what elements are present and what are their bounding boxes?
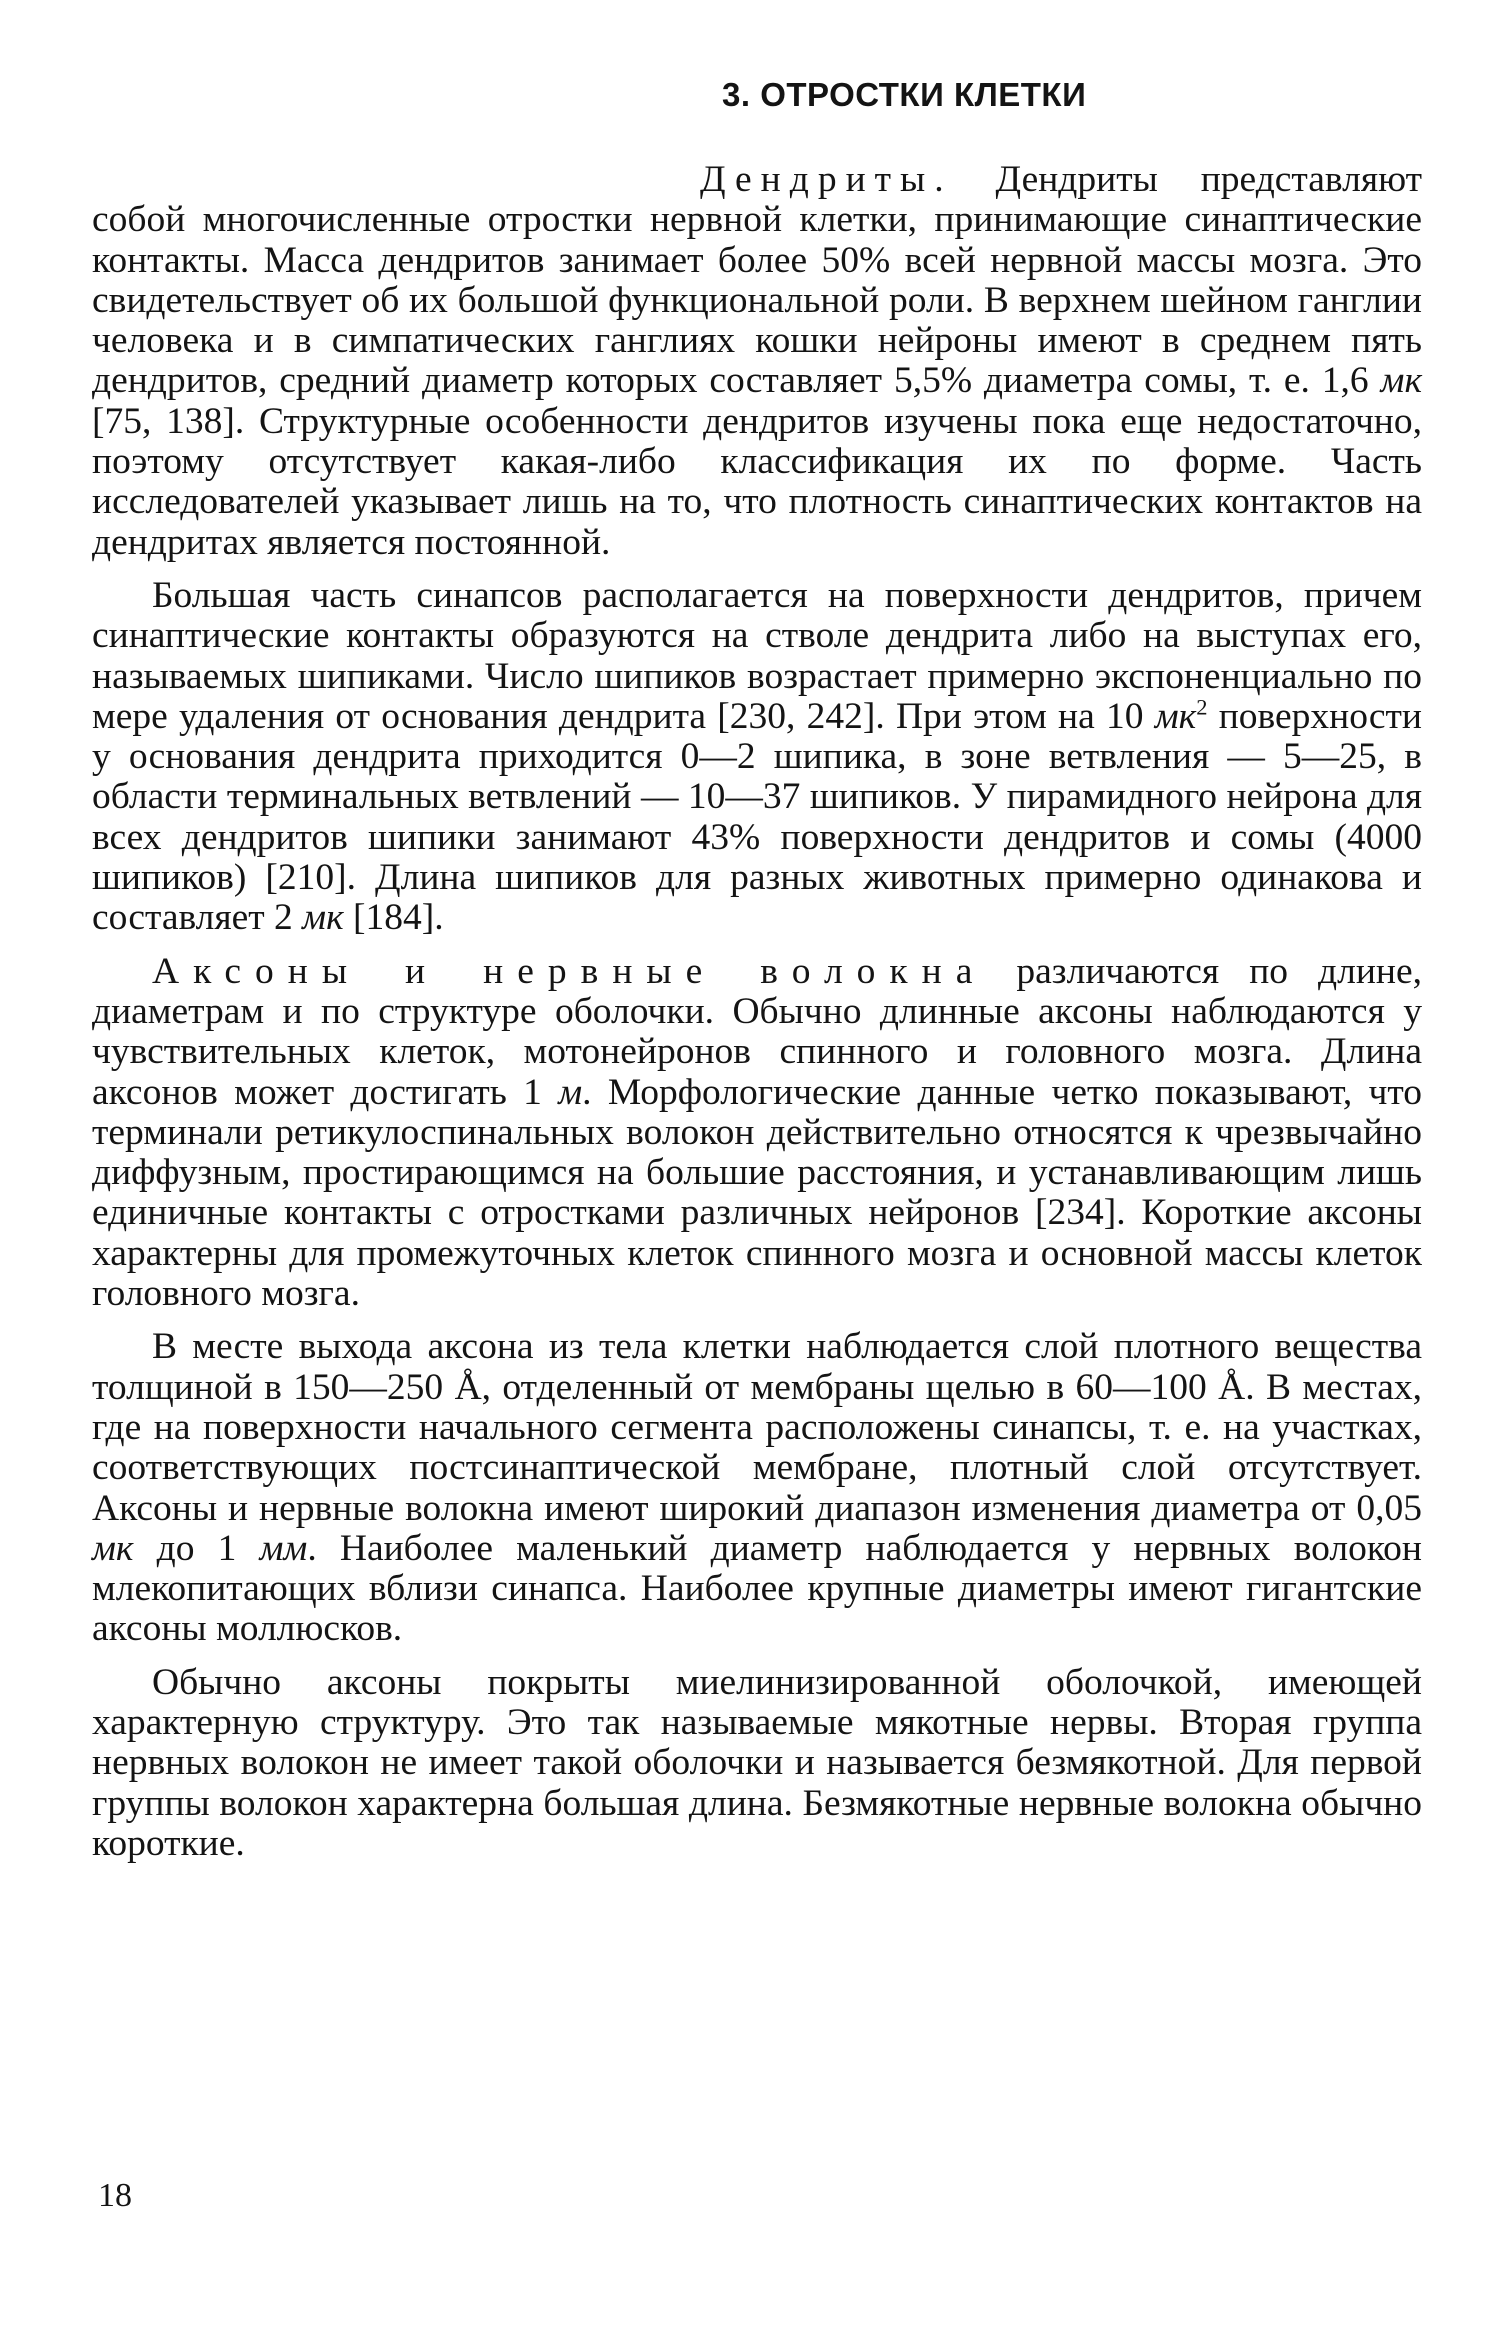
paragraph-text: поверхности у основания дендрита приходится 0—2 шипика, в зоне ветвления — 5—25, в области терминальных ветвлений — 10—37 шипиков. У пирамидного нейрона для всех дендритов шипики занимают 43% поверхности дендритов и сомы (4000 шипиков) [210]. Длина шипиков для разных животных примерно одинакова и составляет 2 [92,695,1422,939]
paragraph-text: [184]. [343,897,444,939]
paragraph-synapses [92,576,1422,939]
runin-title-dendrites: Дендриты. [700,159,953,200]
paragraph-myelin [92,1663,1422,1864]
paragraph-text: . Наиболее маленький диаметр наблюдается у нервных волокон млекопитающих вблизи синапса. Наиболее крупные диаметры имеют гигантские аксоны моллюсков. [92,1527,1422,1650]
paragraph-text: до 1 [133,1527,260,1569]
section-heading: 3. ОТРОСТКИ КЛЕТКИ [722,76,1087,113]
runin-title-axons: Аксоны и нервные волокна [152,950,987,992]
unit-label: мк [1154,695,1197,737]
unit-label: мк [1380,360,1422,402]
unit-label: мк [92,1527,134,1569]
unit-label: м [558,1071,583,1113]
page-number: 18 [98,2177,132,2214]
body-text [92,160,1422,1877]
paragraph-axon-hillock [92,1327,1422,1649]
paragraph-axons [92,952,1422,1315]
paragraph-text: различаются по длине, диаметрам и по структуре оболочки. Обычно длинные аксоны наблюдаются у чувствительных клеток, мотонейронов спинного и головного мозга. Длина аксонов может достигать 1 [92,950,1422,1113]
paragraph-text: Дендриты представляют собой многочисленные отростки нервной клетки, принимающие синаптические контакты. Масса дендритов занимает более 50% всей нервной массы мозга. Это свидетельствует об их большой функциональной роли. В верхнем шейном ганглии человека и в симпатических ганглиях кошки нейроны имеют в среднем пять дендритов, средний диаметр которых составляет 5,5% диаметра сомы, т. е. 1,6 [92,159,1422,402]
paragraph-text: В месте выхода аксона из тела клетки наблюдается слой плотного вещества толщиной в 150—250 Å, отделенный от мембраны щелью в 60—100 Å. В местах, где на поверхности начального сегмента расположены синапсы, т. е. на участках, соответствующих постсинаптической мембране, плотный слой отсутствует. Аксоны и нервные волокна имеют широкий диапазон изменения диаметра от 0,05 [92,1326,1422,1529]
paragraph-text: Обычно аксоны покрыты миелинизированной оболочкой, имеющей характерную структуру. Это так называемые мякотные нервы. Вторая группа нервных волокон не имеет такой оболочки и называется безмякотной. Для первой группы волокон характерна большая длина. Безмякотные нервные волокна обычно короткие. [92,1661,1422,1864]
paragraph-dendrites [92,160,1422,563]
paragraph-text: Большая часть синапсов располагается на поверхности дендритов, причем синаптические контакты образуются на стволе дендрита либо на выступах его, называемых шипиками. Число шипиков возрастает примерно экспоненциально по мере удаления от основания дендрита [230, 242]. При этом на 10 [92,574,1422,737]
superscript: 2 [1196,694,1208,720]
paragraph-text: . Морфологические данные четко показывают, что терминали ретикулоспинальных волокон действительно относятся к чрезвычайно диффузным, простирающимся на большие расстояния, и устанавливающим лишь единичные контакты с отростками различных нейронов [234]. Короткие аксоны характерны для промежуточных клеток спинного мозга и основной массы клеток головного мозга. [92,1071,1422,1315]
unit-label: мк [302,897,344,939]
paragraph-text: [75, 138]. Структурные особенности дендритов изучены пока еще недостаточно, поэтому отсутствует какая-либо классификация их по форме. Часть исследователей указывает лишь на то, что плотность синаптических контактов на дендритах является постоянной. [92,400,1422,563]
unit-label: мм [259,1527,308,1569]
